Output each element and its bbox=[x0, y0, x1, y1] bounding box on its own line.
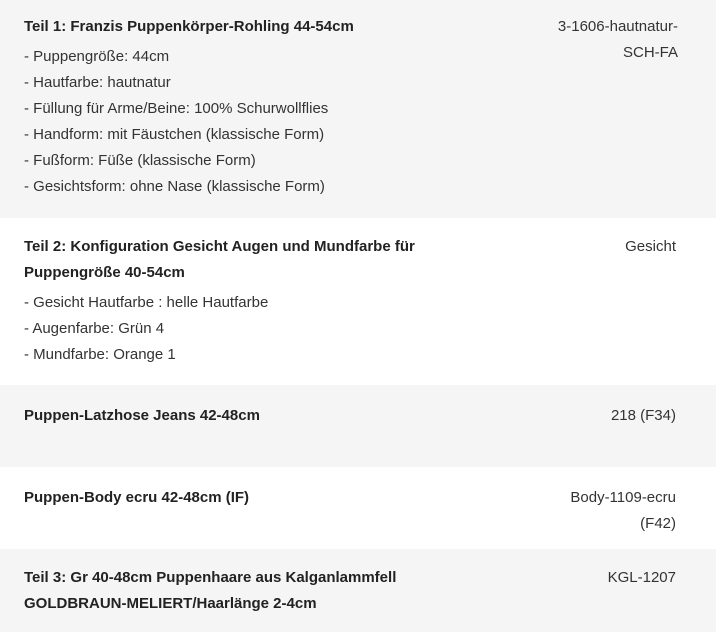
item-title: Teil 3: Gr 40-48cm Puppenhaare aus Kalganlammfell GOLDBRAUN-MELIERT/Haarlänge 2-4cm bbox=[24, 569, 397, 612]
order-item-row bbox=[0, 0, 716, 218]
detail-line: - Puppengröße: 44cm bbox=[24, 48, 170, 65]
detail-line: - Gesicht Hautfarbe : helle Hautfarbe bbox=[24, 294, 269, 311]
item-details bbox=[24, 290, 692, 368]
detail-line: - Handform: mit Fäustchen (klassische Form) bbox=[24, 126, 325, 143]
detail-line: - Gesichtsform: ohne Nase (klassische Form) bbox=[24, 178, 325, 195]
detail-line: - Augenfarbe: Grün 4 bbox=[24, 320, 165, 337]
item-title: Puppen-Body ecru 42-48cm (IF) bbox=[24, 489, 250, 506]
item-sku: KGL-1207 bbox=[607, 569, 676, 586]
detail-line: - Fußform: Füße (klassische Form) bbox=[24, 152, 256, 169]
order-item-row bbox=[0, 549, 716, 632]
item-title: Teil 2: Konfiguration Gesicht Augen und Mundfarbe für Puppengröße 40-54cm bbox=[24, 238, 415, 281]
order-item-row bbox=[0, 385, 716, 467]
item-sku: Body-1109-ecru (F42) bbox=[570, 489, 676, 532]
detail-line: - Mundfarbe: Orange 1 bbox=[24, 346, 176, 363]
order-item-row bbox=[0, 218, 716, 385]
item-title: Puppen-Latzhose Jeans 42-48cm bbox=[24, 407, 260, 424]
detail-line: - Füllung für Arme/Beine: 100% Schurwollflies bbox=[24, 100, 329, 117]
detail-line: - Hautfarbe: hautnatur bbox=[24, 74, 171, 91]
order-item-row bbox=[0, 467, 716, 549]
item-details bbox=[24, 44, 692, 200]
item-sku: 218 (F34) bbox=[610, 407, 676, 424]
item-sku: Gesicht bbox=[625, 238, 676, 255]
item-title: Teil 1: Franzis Puppenkörper-Rohling 44-54cm bbox=[24, 18, 354, 35]
item-sku: 3-1606-hautnatur-SCH-FA bbox=[557, 18, 678, 61]
